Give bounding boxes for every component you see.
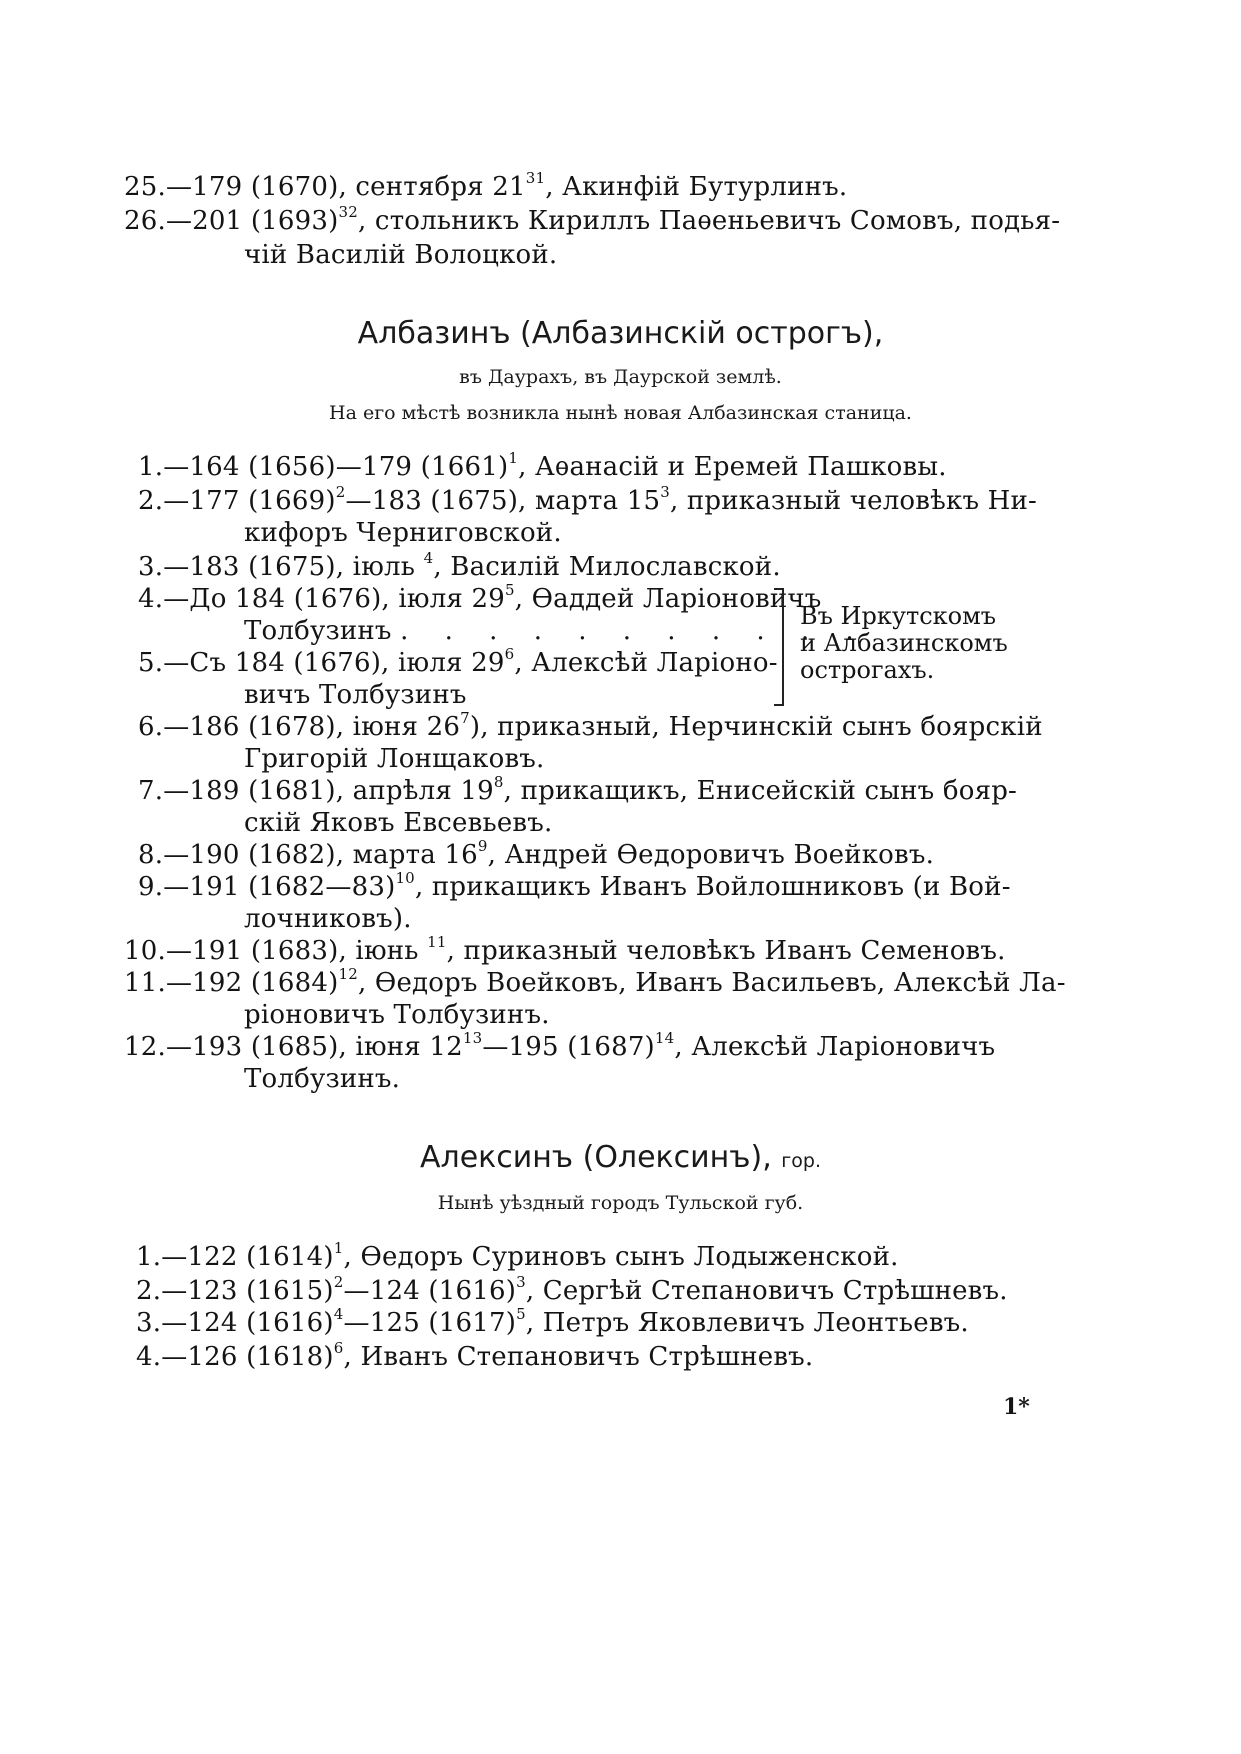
- footnote-mark: 11: [427, 933, 447, 952]
- side-note-line-3: острогахъ.: [800, 656, 935, 684]
- albazin-entry-7: 7.—189 (1681), апрѣля $19^8$, прикащикъ, Енисейскій сынъ бояр-: [138, 773, 1018, 806]
- albazin-entry-8: 8.—190 (1682), марта $16^9$, Андрей Ѳедоровичъ Воейковъ.: [138, 837, 935, 870]
- section-title-albazin: Албазинъ (Албазинскій острогъ),: [357, 316, 884, 351]
- footnote-mark: 14: [654, 1029, 675, 1048]
- footnote-mark: 7: [460, 709, 470, 728]
- entry-25: [124, 169, 848, 202]
- aleksin-entry-3: 3.—124 $(1616)^4—125$ $(1617)^5$, Петръ Яковлевичъ Леонтьевъ.: [136, 1305, 969, 1338]
- footnote-mark: 3: [516, 1273, 526, 1292]
- albazin-entry-3: 3.—183 (1675), іюль $^4$, Василій Милославской.: [138, 549, 781, 582]
- albazin-entry-2-cont: кифоръ Черниговской.: [244, 518, 562, 548]
- footnote-mark: 10: [395, 869, 415, 888]
- section-subtitle-albazin-1: въ Даурахъ, въ Даурской землѣ.: [459, 366, 782, 388]
- footnote-mark: 1: [508, 449, 519, 468]
- section-subtitle-albazin-2: На его мѣстѣ возникла нынѣ новая Албазинская станица.: [329, 402, 912, 424]
- aleksin-entry-2: 2.—123 $(1615)^2—124$ $(1616)^3$, Сергѣй Степановичъ Стрѣшневъ.: [136, 1273, 1008, 1306]
- footnote-mark: 3: [660, 483, 670, 502]
- albazin-entry-12: 12.—193 (1685), іюня $12^{13}—195$ $(1687)^{14}$, Алексѣй Ларіоновичъ: [124, 1029, 996, 1062]
- entry-text: , Акинфій Бутурлинъ.: [545, 172, 848, 202]
- footnote-mark: 6: [333, 1339, 344, 1358]
- side-note-line-2: и Албазинскомъ: [800, 629, 1008, 657]
- albazin-entry-4: 4.—До 184 (1676), іюля $29^5$, Ѳаддей Ларіоновичъ: [138, 581, 822, 614]
- brace: [774, 588, 784, 706]
- side-note-line-1: Въ Иркутскомъ: [800, 602, 997, 630]
- albazin-entry-10: 10.—191 (1683), іюнь $^{11}$, приказный человѣкъ Иванъ Семеновъ.: [124, 933, 1006, 966]
- footnote-mark: 4: [423, 549, 434, 568]
- footnote-mark: 32: [338, 203, 358, 222]
- albazin-entry-1: 1.—164 (1656)—179 $(1661)^1$, Аѳанасій и Еремей Пашковы.: [138, 449, 947, 482]
- footnote-mark: 1: [333, 1239, 344, 1258]
- footnote-mark: 9: [477, 837, 488, 856]
- footnote-mark: 5: [516, 1305, 526, 1324]
- albazin-entry-2: 2.—177 $(1669)^2—183$ (1675), марта $15^3$, приказный человѣкъ Ни-: [138, 483, 1038, 516]
- albazin-entry-6: 6.—186 (1678), іюня $26^7$), приказный, Нерчинскій сынъ боярскій: [138, 709, 1043, 742]
- entry-text: чій Василій Волоцкой.: [244, 240, 558, 270]
- page-number: 1*: [1003, 1394, 1030, 1420]
- footnote-mark: 4: [333, 1305, 344, 1324]
- albazin-entry-5-cont: вичъ Толбузинъ: [244, 680, 467, 710]
- section-title-aleksin: Алексинъ (Олексинъ), гор.: [420, 1140, 821, 1175]
- albazin-entry-4-cont: Толбузинъ . . . . . . . . . . .: [244, 616, 868, 646]
- footnote-mark: 2: [335, 483, 346, 502]
- entry-text: 25.—179 (1670), сентября 21: [124, 172, 526, 202]
- leader-dots: . . . . . . . . . . .: [400, 616, 868, 646]
- albazin-entry-11-cont: ріоновичъ Толбузинъ.: [244, 1000, 550, 1030]
- footnote-mark: 31: [525, 169, 546, 188]
- entry-text: , стольникъ Кириллъ Паѳеньевичъ Сомовъ, подья-: [358, 206, 1061, 236]
- footnote-mark: 5: [504, 581, 515, 600]
- albazin-entry-11: 11.—192 $(1684)^{12}$, Ѳедоръ Воейковъ, Иванъ Васильевъ, Алексѣй Ла-: [124, 965, 1066, 998]
- entry-text: 26.—201 (1693): [124, 206, 339, 236]
- albazin-entry-12-cont: Толбузинъ.: [244, 1064, 401, 1094]
- entry-26: [124, 203, 1061, 236]
- albazin-entry-7-cont: скій Яковъ Евсевьевъ.: [244, 808, 553, 838]
- aleksin-entry-1: 1.—122 $(1614)^1$, Ѳедоръ Суриновъ сынъ Лодыженской.: [136, 1239, 899, 1272]
- section-subtitle-aleksin: Нынѣ уѣздный городъ Тульской губ.: [437, 1192, 804, 1214]
- albazin-entry-5: 5.—Съ 184 (1676), іюля $29^6$, Алексѣй Ларіоно-: [138, 645, 778, 678]
- footnote-mark: 6: [504, 645, 515, 664]
- footnote-mark: 2: [333, 1273, 344, 1292]
- footnote-mark: 12: [338, 965, 358, 984]
- footnote-mark: 8: [493, 773, 504, 792]
- albazin-entry-9-cont: лочниковъ).: [244, 904, 412, 934]
- albazin-entry-6-cont: Григорій Лонщаковъ.: [244, 744, 545, 774]
- footnote-mark: 13: [462, 1029, 483, 1048]
- albazin-entry-9: 9.—191 (1682—83)$^{10}$, прикащикъ Иванъ Войлошниковъ (и Вой-: [138, 869, 1011, 902]
- entry-26-cont: [244, 240, 557, 270]
- aleksin-entry-4: 4.—126 $(1618)^6$, Иванъ Степановичъ Стрѣшневъ.: [136, 1339, 814, 1372]
